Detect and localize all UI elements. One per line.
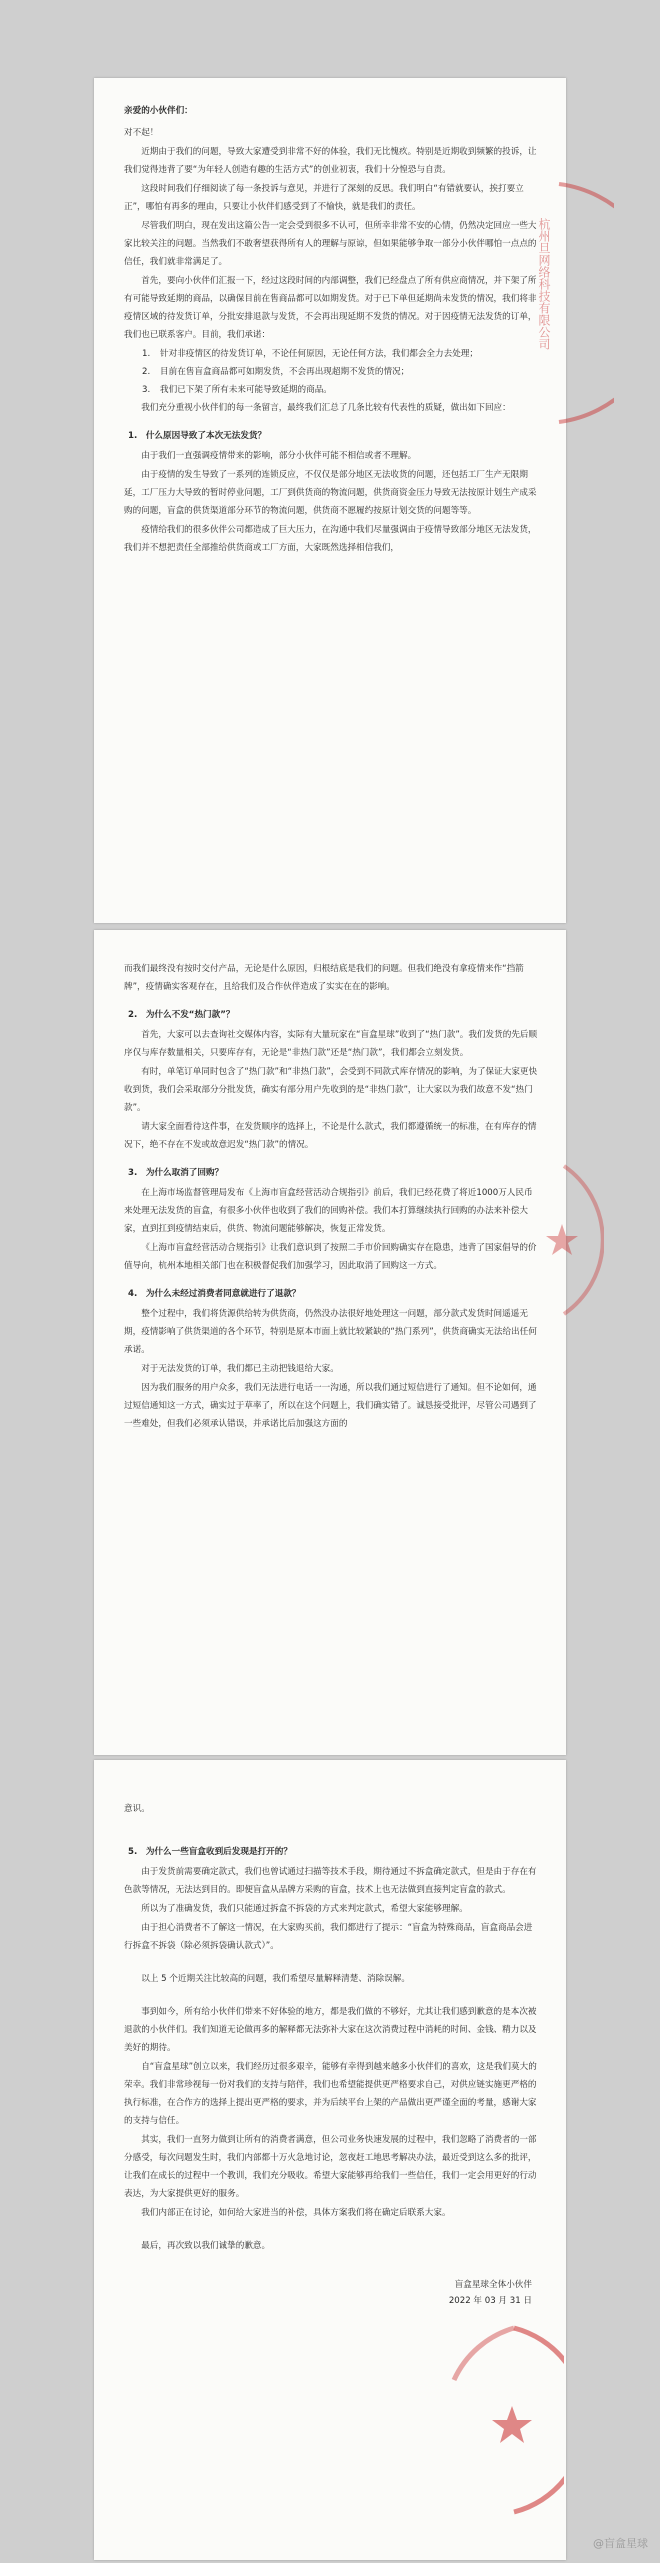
paragraph: 对于无法发货的订单，我们都已主动把钱退给大家。 [141, 1364, 339, 1374]
paragraph: 因为我们服务的用户众多，我们无法进行电话一一沟通，所以我们通过短信进行了通知。但不论如何，通过短信通知这一方式，确实过于草率了，所以在这个问题上，我们确实错了。诚恳接受批评，尽管公司遇到了一些难处，但我们必须承认错误，并承诺比后加强这方面的 [124, 1383, 537, 1429]
page-1-content [124, 102, 538, 558]
page-3-body [124, 1800, 538, 2255]
weibo-watermark: @盲盒星球 [593, 2537, 648, 2550]
signature-block [124, 2277, 538, 2309]
paragraph: 近期由于我们的问题，导致大家遭受到非常不好的体验，我们无比愧疚。特别是近期收到频繁的投诉，让我们觉得违背了要“为年轻人创造有趣的生活方式”的创业初衷，我们十分惶恐与自责。 [124, 147, 537, 175]
paragraph: 尽管我们明白，现在发出这篇公告一定会受到很多不认可，但所幸非常不安的心情，仍然决定回应一些大家比较关注的问题。当然我们不敢奢望获得所有人的理解与原谅，但如果能够争取一部分小伙伴哪怕一点点的信任，我们就非常满足了。 [124, 221, 537, 267]
page-1-body [124, 124, 538, 557]
paragraph: 在上海市场监督管理局发布《上海市盲盒经营活动合规指引》前后，我们已经花费了将近1000万人民币来处理无法发货的盲盒，有很多小伙伴也收到了我们的回购补偿。我们本打算继续执行回购的办法来补偿大家，直到扛到疫情结束后，供货、物流问题能够解决，恢复正常发货。 [124, 1188, 533, 1234]
paragraph: 所以为了准确发货，我们只能通过拆盒不拆袋的方式来判定款式，希望大家能够理解。 [141, 1904, 468, 1914]
commitment-number: 2. [142, 367, 151, 377]
paragraph: 由于发货前需要确定款式，我们也曾试通过扫描等技术手段，期待通过不拆盒确定款式，但是由于存在有色款等情况，无法达到目的。即便盲盒从品牌方采购的盲盒，技术上也无法做到直接判定盲盒的款式。 [124, 1867, 537, 1895]
paragraph-gap [124, 2223, 538, 2237]
paragraph: 意识。 [124, 1804, 150, 1814]
signature-org: 盲盒星球全体小伙伴 [454, 2280, 532, 2290]
paragraph: 有时，单笔订单同时包含了“热门款”和“非热门款”，会受到不同款式库存情况的影响，为了保证大家更快收到货，我们会采取部分分批发货，确实有部分用户先收到的是“非热门款”，让大家以为我们故意不发“热门款”。 [124, 1067, 538, 1113]
commitment-number: 1. [142, 349, 151, 359]
paragraph: 自“盲盒星球”创立以来，我们经历过很多艰辛，能够有幸得到越来越多小伙伴们的喜欢，这是我们莫大的荣幸。我们非常珍视每一份对我们的支持与陪伴，我们也希望能提供更严格要求自己，对供应链实施更严格的执行标准，在合作方的选择上提出更严格的要求，并为后续平台上架的产品做出更严谨全面的考量，感谢大家的支持与信任。 [124, 2062, 537, 2126]
page-3-content [124, 1800, 538, 2309]
paragraph: 这段时间我们仔细阅读了每一条投诉与意见，并进行了深刻的反思。我们明白“有错就要认，挨打要立正”，哪怕有再多的理由，只要让小伙伴们感受到了不愉快，就是我们的责任。 [124, 184, 524, 212]
question-heading: 4. 为什么未经过消费者同意就进行了退款？ [128, 1289, 301, 1299]
paragraph: 我们内部正在讨论，如何给大家进当的补偿，具体方案我们将在确定后联系大家。 [141, 2208, 451, 2218]
commitment-text: 我们已下架了所有未来可能导致延期的商品。 [160, 385, 332, 395]
commitment-item [124, 363, 538, 381]
paragraph: 《上海市盲盒经营活动合规指引》让我们意识到了按照二手市价回购确实存在隐患，违背了国家倡导的价值导向，杭州本地相关部门也在积极督促我们加强学习，因此取消了回购这一方式。 [124, 1243, 537, 1271]
stamp-seal-partial [504, 1160, 604, 1320]
page-2-content [124, 960, 538, 1434]
question-heading: 5. 为什么一些盲盒收到后发现是打开的？ [128, 1847, 292, 1857]
paragraph: 首先，要向小伙伴们汇报一下，经过这段时间的内部调整，我们已经盘点了所有供应商情况，并下架了所有可能导致延期的商品，以确保目前在售商品都可以如期发货。对于已下单但延期尚未发货的情况，我们将非疫情区域的待发货订单，分批安排退款与发货，不会再出现延期不发货的情况。对于因疫情无法发货的订单，我们也已联系客户。目前，我们承诺： [124, 276, 537, 340]
paragraph: 由于担心消费者不了解这一情况，在大家购买前，我们都进行了提示：“盲盒为特殊商品，盲盒商品会进行拆盒不拆袋（除必须拆袋确认款式）”。 [124, 1923, 533, 1951]
paragraph: 整个过程中，我们将货源供给转为供货商，仍然没办法很好地处理这一问题，部分款式发货时间遥遥无期，疫情影响了供货渠道的各个环节，特别是原本市面上就比较紧缺的“热门系列”，供货商确实无法给出任何承诺。 [124, 1309, 537, 1355]
paragraph: 对不起！ [124, 128, 159, 138]
paragraph: 疫情给我们的很多伙伴公司都造成了巨大压力，在沟通中我们尽量强调由于疫情导致部分地区无法发货，我们并不想把责任全部推给供货商或工厂方面，大家既然选择相信我们， [124, 525, 537, 553]
paragraph: 请大家全面看待这件事，在发货顺序的选择上，不论是什么款式，我们都遵循统一的标准，在有库存的情况下，绝不存在不发或故意迟发“热门款”的情况。 [124, 1122, 537, 1150]
question-heading: 1. 什么原因导致了本次无法发货？ [128, 431, 267, 441]
paragraph-gap [124, 1989, 538, 2003]
paragraph-gap [124, 1956, 538, 1970]
company-seal [434, 2320, 564, 2520]
paragraph: 由于我们一直强调疫情带来的影响，部分小伙伴可能不相信或者不理解。 [141, 451, 417, 461]
paragraph: 其实，我们一直努力做到让所有的消费者满意，但公司业务快速发展的过程中，我们忽略了消费者的一部分感受，每次问题发生时，我们内部都十万火急地讨论，忽夜赶工地思考解决办法，最近受到这么多的批评，让我们在成长的过程中一个教训，我们充分吸收。希望大家能够再给我们一些信任，我们一定会用更好的行动表达，为大家提供更好的服务。 [124, 2135, 537, 2199]
commitment-text: 针对非疫情区的待发货订单，不论任何原因，无论任何方法，我们都会全力去处理； [160, 349, 478, 359]
paragraph: 以上 5 个近期关注比较高的问题，我们希望尽量解释清楚、消除误解。 [141, 1974, 410, 1984]
stamp-seal-partial [504, 178, 614, 428]
letter-page-1 [94, 78, 566, 923]
paragraph: 而我们最终没有按时交付产品，无论是什么原因，归根结底是我们的问题。但我们绝没有拿疫情来作“挡箭牌”，疫情确实客观存在，且给我们及合作伙伴造成了实实在在的影响。 [124, 964, 524, 992]
commitment-number: 3. [142, 385, 151, 395]
letter-page-3 [94, 1760, 566, 2560]
commitment-item [124, 345, 538, 363]
svg-text:杭州旦网络科技有限公司: 杭州旦网络科技有限公司 [537, 218, 551, 350]
paragraph: 事到如今，所有给小伙伴们带来不好体验的地方，都是我们做的不够好，尤其让我们感到歉意的是本次被退款的小伙伴们。我们知道无论做再多的解释都无法弥补大家在这次消费过程中消耗的时间、金钱、精力以及美好的期待。 [124, 2007, 537, 2053]
paragraph: 我们充分重视小伙伴们的每一条留言，最终我们汇总了几条比较有代表性的质疑，做出如下回应： [141, 403, 511, 413]
letter-page-2 [94, 930, 566, 1755]
commitment-item [124, 381, 538, 399]
question-heading: 3. 为什么取消了回购？ [128, 1168, 224, 1178]
salutation: 亲爱的小伙伴们： [124, 106, 193, 116]
paragraph-gap [124, 1819, 538, 1833]
paragraph: 由于疫情的发生导致了一系列的连锁反应，不仅仅是部分地区无法收货的问题，还包括工厂生产无限期延，工厂压力大导致的暂时停业问题，工厂到供货商的物流问题，供货商资金压力导致无法按原计划生产成采购的问题，盲盒的供货渠道部分环节的物流问题，供货商不愿履约按原计划交货的问题等等。 [124, 470, 537, 516]
paragraph: 最后，再次致以我们诚挚的歉意。 [141, 2241, 271, 2251]
question-heading: 2. 为什么不发“热门款”？ [128, 1010, 235, 1020]
commitment-text: 目前在售盲盒商品都可如期发货，不会再出现超期不发货的情况； [160, 367, 410, 377]
paragraph: 首先，大家可以去查询社交媒体内容，实际有大量玩家在“盲盒星球”收到了“热门款”。我们发货的先后顺序仅与库存数量相关，只要库存有，无论是“非热门款”还是“热门款”，我们都会立刻发货。 [124, 1030, 538, 1058]
page-2-body [124, 960, 538, 1433]
signature-date: 2022 年 03 月 31 日 [448, 2296, 532, 2306]
